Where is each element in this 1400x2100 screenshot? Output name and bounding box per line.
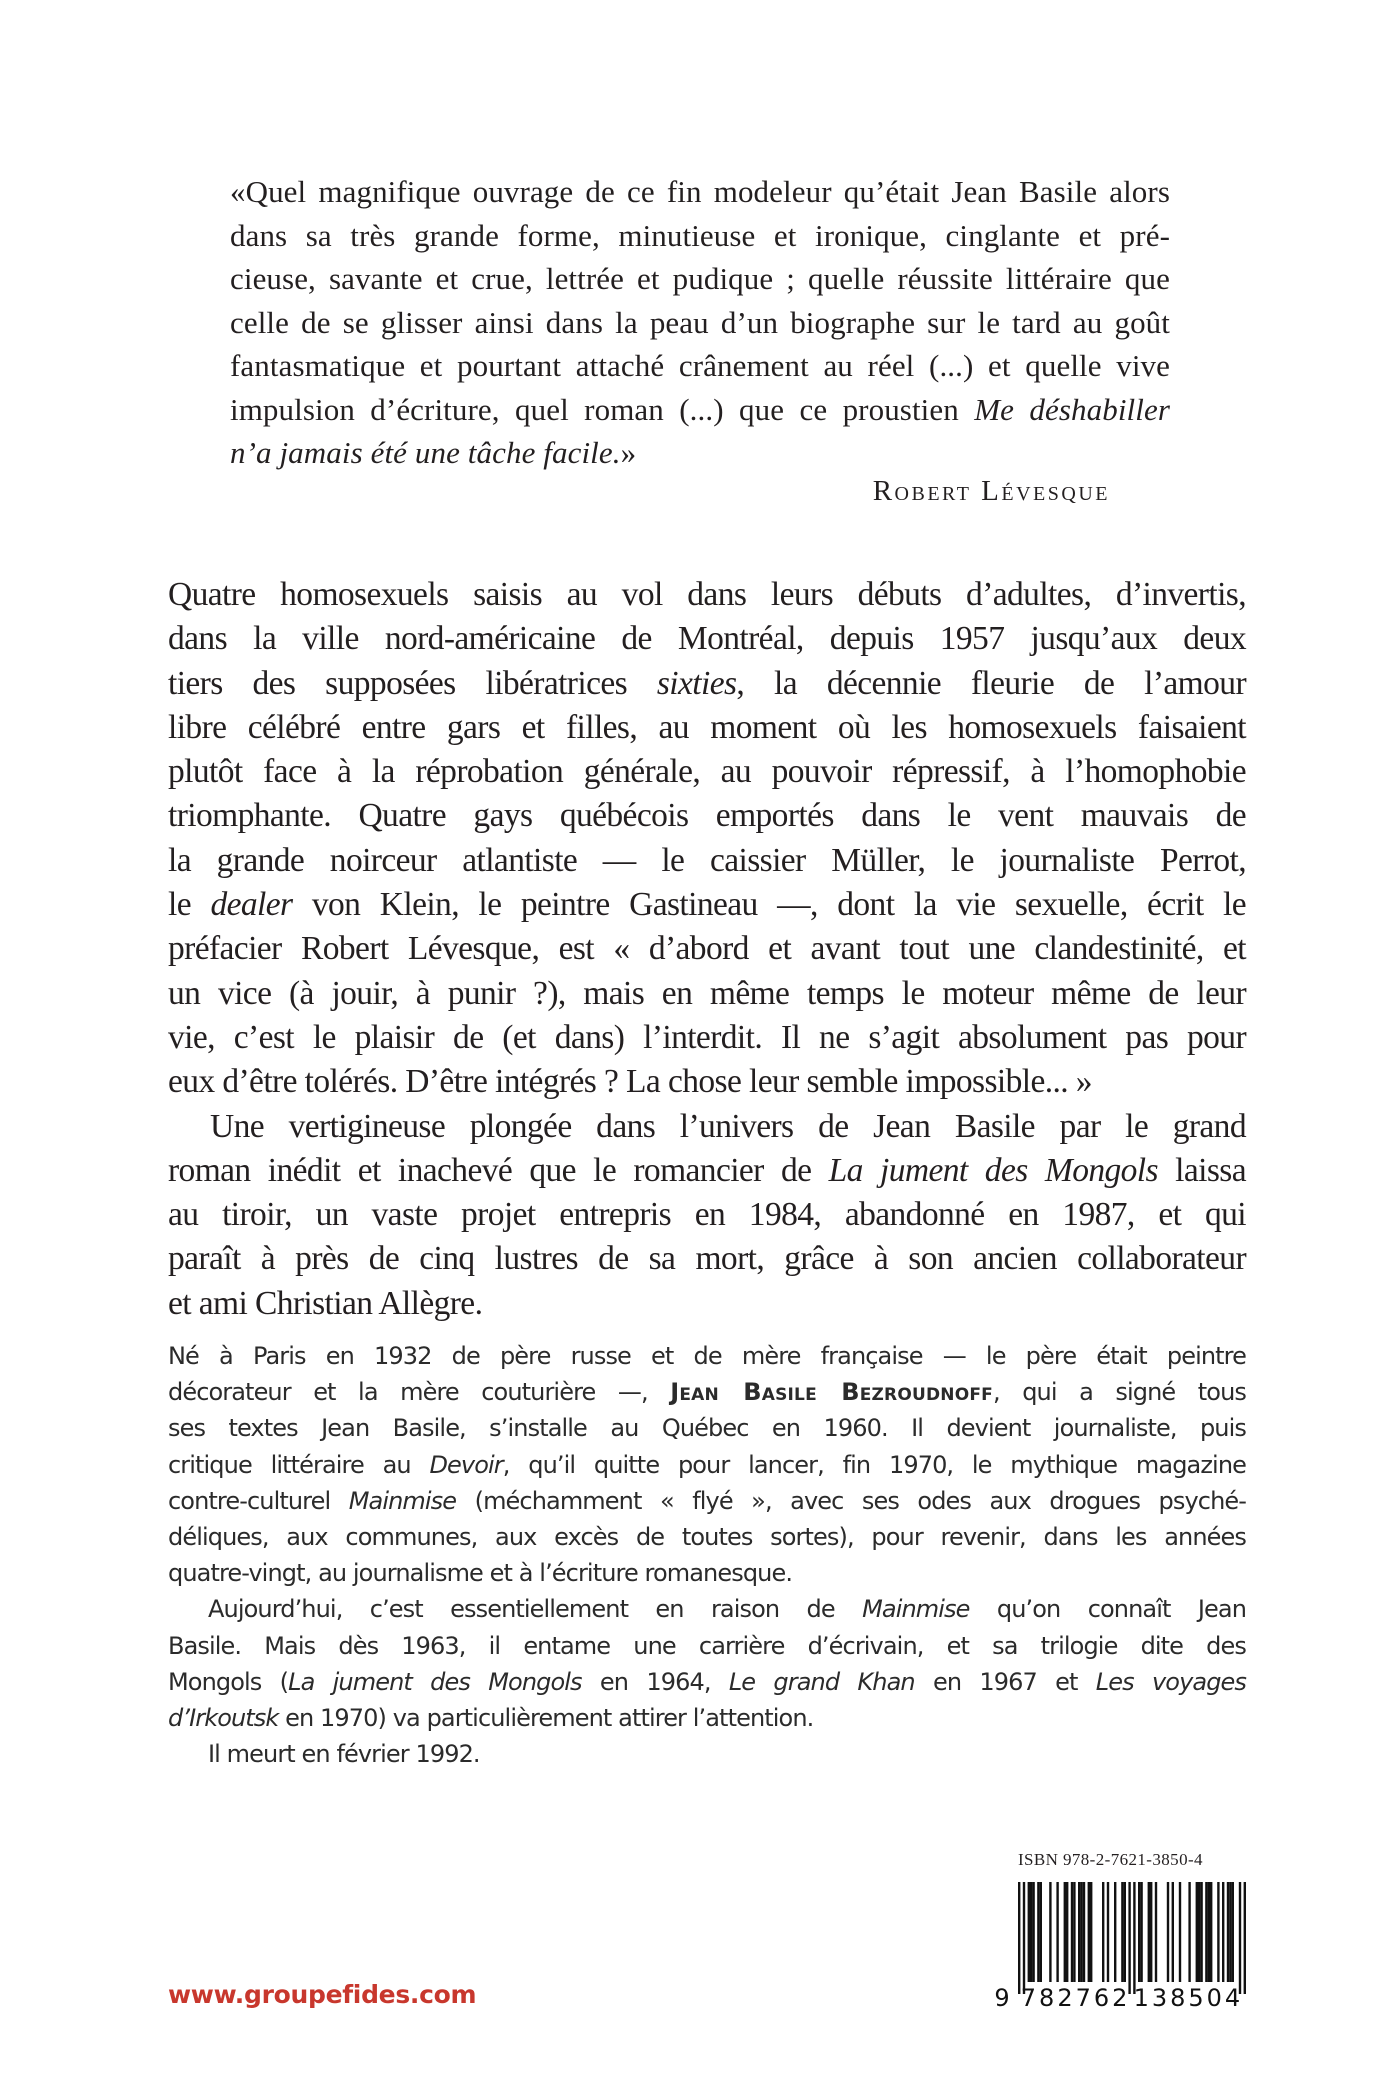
barcode-bar xyxy=(1121,1882,1123,1982)
italic-title: sixties xyxy=(656,664,737,702)
description-line: plutôt face à la réprobation générale, au pouvoir répressif, à l’homophobie xyxy=(168,753,1246,791)
barcode-bar xyxy=(1040,1882,1042,1982)
description-line: le dealer von Klein, le peintre Gastineau —, dont la vie sexuelle, écrit le xyxy=(168,886,1246,924)
barcode-bar xyxy=(1232,1882,1234,1982)
barcode-bar xyxy=(1114,1882,1116,1982)
barcode-digits: 138504 xyxy=(1133,1984,1244,2012)
bio-line: Mongols (La jument des Mongols en 1964, Le grand Khan en 1967 et Les voyages xyxy=(168,1667,1247,1696)
barcode-bar xyxy=(1090,1882,1092,1982)
barcode-bar xyxy=(1239,1882,1241,1994)
isbn-label: ISBN 978-2-7621-3850-4 xyxy=(1018,1850,1203,1869)
description-line: roman inédit et inachevé que le romancier de La jument des Mongols laissa xyxy=(168,1151,1247,1189)
description-line: préfacier Robert Lévesque, est « d’abord et avant tout une clandestinité, et xyxy=(168,930,1246,968)
barcode-bar xyxy=(1073,1882,1075,1982)
quote-author: Robert Lévesque xyxy=(872,475,1110,507)
barcode-bar xyxy=(1188,1882,1190,1982)
italic-title: Me déshabiller xyxy=(974,391,1171,427)
bio-line: décorateur et la mère couturière —, Jean Basile Bezroudnoff, qui a signé tous xyxy=(168,1378,1246,1407)
bio-line: ses textes Jean Basile, s’installe au Québec en 1960. Il devient journaliste, puis xyxy=(168,1414,1246,1443)
barcode-bar xyxy=(1179,1882,1181,1982)
barcode-bar xyxy=(1028,1882,1030,1982)
barcode-bar xyxy=(1196,1882,1198,1982)
quote-line: impulsion d’écriture, quel roman (...) que ce proustien Me déshabiller xyxy=(230,391,1171,427)
barcode-bar xyxy=(1064,1882,1066,1982)
isbn-barcode xyxy=(990,1880,1250,2012)
barcode-bar xyxy=(1078,1882,1080,1982)
barcode-bar xyxy=(1066,1882,1068,1982)
barcode-bar xyxy=(1083,1882,1085,1982)
italic-title: dealer xyxy=(210,886,293,924)
quote-line: «Quel magnifique ouvrage de ce fin modeleur qu’était Jean Basile alors xyxy=(230,174,1170,209)
bio-line: contre-culturel Mainmise (méchamment « flyé », avec ses odes aux drogues psyché- xyxy=(168,1486,1247,1515)
italic-title: Mainmise xyxy=(348,1486,457,1515)
barcode-bar xyxy=(1018,1882,1020,1994)
book-description xyxy=(168,573,1246,1326)
italic-title: d’Irkoutsk xyxy=(168,1704,279,1733)
barcode-bar xyxy=(1155,1882,1157,1982)
description-line: paraît à près de cinq lustres de sa mort, grâce à son ancien collaborateur xyxy=(168,1240,1246,1278)
bio-line: Né à Paris en 1932 de père russe et de mère française — le père était peintre xyxy=(168,1342,1246,1370)
barcode-bar xyxy=(1167,1882,1169,1982)
barcode-bar xyxy=(1244,1882,1246,1994)
italic-title: La jument des Mongols xyxy=(828,1151,1158,1189)
bio-line: Il meurt en février 1992. xyxy=(208,1740,480,1769)
barcode-bar xyxy=(1172,1882,1174,1982)
author-name: Jean Basile Bezroudnoff xyxy=(670,1378,993,1407)
description-line: Une vertigineuse plongée dans l’univers de Jean Basile par le grand xyxy=(210,1107,1246,1145)
description-line: et ami Christian Allègre. xyxy=(168,1284,483,1322)
publisher-website-link[interactable]: www.groupefides.com xyxy=(168,1980,477,2009)
quote-line: cieuse, savante et crue, lettrée et pudique ; quelle réussite littéraire que xyxy=(230,261,1170,296)
barcode-digits: 9 xyxy=(994,1984,1010,2012)
italic-title: Mainmise xyxy=(862,1595,970,1624)
barcode-bar xyxy=(1128,1882,1130,1994)
bio-line: déliques, aux communes, aux excès de toutes sortes), pour revenir, dans les années xyxy=(168,1523,1246,1552)
quote-line: n’a jamais été une tâche facile.» xyxy=(230,435,637,470)
description-line: triomphante. Quatre gays québécois emportés dans le vent mauvais de xyxy=(168,797,1246,835)
description-line: la grande noirceur atlantiste — le caissier Müller, le journaliste Perrot, xyxy=(168,841,1246,879)
barcode-bar xyxy=(1150,1882,1152,1982)
bio-line: d’Irkoutsk en 1970) va particulièrement attirer l’attention. xyxy=(168,1704,814,1733)
barcode-bar xyxy=(1208,1882,1210,1982)
barcode-bar xyxy=(1030,1882,1032,1982)
bio-line: critique littéraire au Devoir, qu’il quitte pour lancer, fin 1970, le mythique magazine xyxy=(168,1450,1246,1479)
italic-title: n’a jamais été une tâche facile. xyxy=(230,435,621,470)
barcode-bar xyxy=(1133,1882,1135,1994)
barcode-bar xyxy=(1107,1882,1109,1982)
barcode-bar xyxy=(1124,1882,1126,1982)
quote-line: fantasmatique et pourtant attaché crânement au réel (...) et quelle vive xyxy=(230,348,1170,383)
barcode-bar xyxy=(1049,1882,1051,1982)
barcode-bar xyxy=(1200,1882,1202,1982)
barcode-bar xyxy=(1148,1882,1150,1982)
italic-title: Devoir xyxy=(429,1450,503,1479)
author-biography xyxy=(168,1338,1246,1772)
barcode-bar xyxy=(1088,1882,1090,1982)
barcode-bar xyxy=(1222,1882,1224,1982)
description-line: libre célébré entre gars et filles, au moment où les homosexuels faisaient xyxy=(168,708,1246,746)
barcode-bar xyxy=(1056,1882,1058,1982)
barcode-bar xyxy=(1198,1882,1200,1982)
barcode-bar xyxy=(1032,1882,1034,1982)
barcode-bar xyxy=(1227,1882,1229,1982)
barcode-bar xyxy=(1229,1882,1231,1982)
barcode-bar xyxy=(1023,1882,1025,1994)
description-line: un vice (à jouir, à punir ?), mais en même temps le moteur même de leur xyxy=(168,974,1246,1012)
barcode-bar xyxy=(1210,1882,1212,1982)
description-line: vie, c’est le plaisir de (et dans) l’interdit. Il ne s’agit absolument pas pour xyxy=(168,1018,1246,1056)
bio-line: Aujourd’hui, c’est essentiellement en raison de Mainmise qu’on connaît Jean xyxy=(208,1595,1246,1624)
barcode-bar xyxy=(1102,1882,1104,1982)
bio-line: Basile. Mais dès 1963, il entame une carrière d’écrivain, et sa trilogie dite des xyxy=(168,1631,1246,1660)
barcode-digits: 782762 xyxy=(1020,1984,1131,2012)
endorsement-quote xyxy=(230,170,1170,475)
barcode-bar xyxy=(1071,1882,1073,1982)
quote-line: celle de se glisser ainsi dans la peau d’un biographe sur le tard au goût xyxy=(230,304,1170,340)
barcode-bar xyxy=(1217,1882,1219,1982)
description-line: Quatre homosexuels saisis au vol dans leurs débuts d’adultes, d’invertis, xyxy=(168,576,1246,613)
italic-title: La jument des Mongols xyxy=(288,1667,582,1696)
barcode-bar xyxy=(1138,1882,1140,1982)
barcode-bar xyxy=(1080,1882,1082,1982)
barcode-bar xyxy=(1037,1882,1039,1982)
bio-line: quatre-vingt, au journalisme et à l’écriture romanesque. xyxy=(168,1559,793,1588)
italic-title: Le grand Khan xyxy=(728,1667,915,1696)
description-line: dans la ville nord-américaine de Montréal, depuis 1957 jusqu’aux deux xyxy=(168,620,1246,658)
description-line: eux d’être tolérés. D’être intégrés ? La chose leur semble impossible... » xyxy=(168,1063,1092,1101)
barcode-bar xyxy=(1205,1882,1207,1982)
quote-line: dans sa très grande forme, minutieuse et ironique, cinglante et pré- xyxy=(230,217,1170,253)
description-line: au tiroir, un vaste projet entrepris en 1984, abandonné en 1987, et qui xyxy=(168,1196,1246,1234)
description-line: tiers des supposées libératrices sixties, la décennie fleurie de l’amour xyxy=(168,664,1246,702)
italic-title: Les voyages xyxy=(1095,1667,1247,1696)
barcode-bar xyxy=(1140,1882,1142,1982)
